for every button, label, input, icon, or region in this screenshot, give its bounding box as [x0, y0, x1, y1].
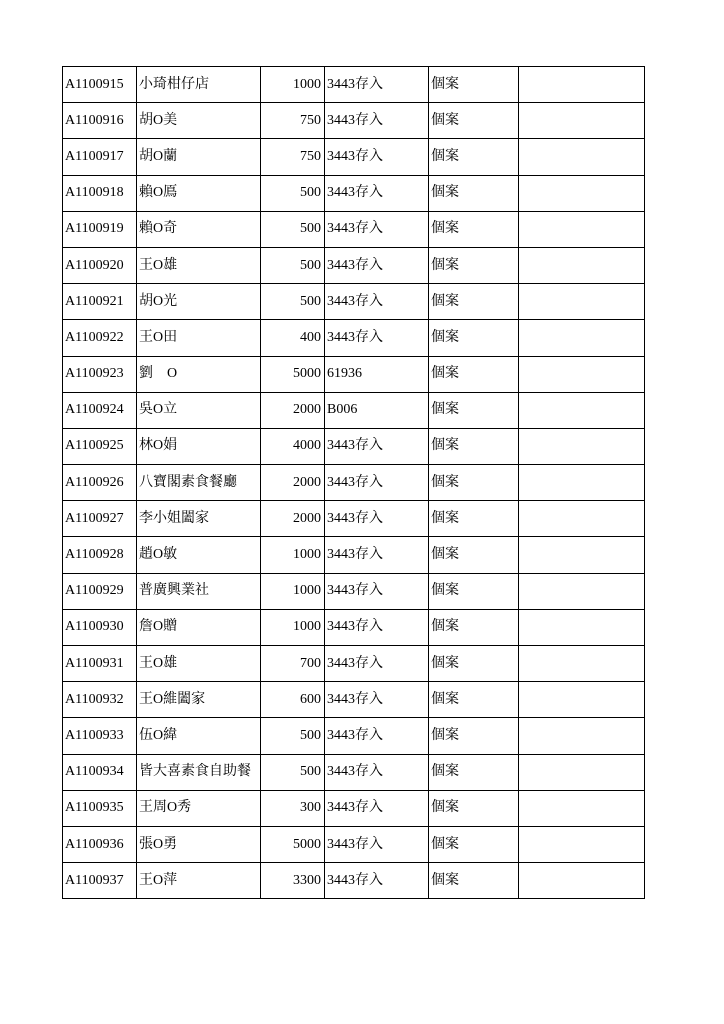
amount-cell: 500: [261, 175, 325, 211]
amount-cell: 4000: [261, 428, 325, 464]
account-cell: B006: [325, 392, 429, 428]
amount-cell: 700: [261, 646, 325, 682]
note-cell: [519, 103, 645, 139]
donor-name-cell: 王O維闔家: [137, 682, 261, 718]
note-cell: [519, 754, 645, 790]
category-cell: 個案: [429, 501, 519, 537]
donor-name-cell: 詹O贈: [137, 609, 261, 645]
receipt-id-cell: A1100922: [63, 320, 137, 356]
table-row: [63, 428, 645, 464]
donor-name-cell: 李小姐闔家: [137, 501, 261, 537]
account-cell: 3443存入: [325, 501, 429, 537]
donor-name-cell: 八寶閣素食餐廳: [137, 465, 261, 501]
receipt-id-cell: A1100937: [63, 863, 137, 899]
note-cell: [519, 284, 645, 320]
donor-name-cell: 胡O美: [137, 103, 261, 139]
category-cell: 個案: [429, 67, 519, 103]
note-cell: [519, 139, 645, 175]
amount-cell: 2000: [261, 392, 325, 428]
receipt-id-cell: A1100934: [63, 754, 137, 790]
donor-name-cell: 伍O緯: [137, 718, 261, 754]
table-row: [63, 103, 645, 139]
category-cell: 個案: [429, 682, 519, 718]
receipt-id-cell: A1100921: [63, 284, 137, 320]
table-row: [63, 139, 645, 175]
account-cell: 3443存入: [325, 826, 429, 862]
donor-name-cell: 普廣興業社: [137, 573, 261, 609]
account-cell: 3443存入: [325, 320, 429, 356]
category-cell: 個案: [429, 790, 519, 826]
table-row: [63, 573, 645, 609]
receipt-id-cell: A1100927: [63, 501, 137, 537]
note-cell: [519, 428, 645, 464]
amount-cell: 750: [261, 139, 325, 175]
amount-cell: 400: [261, 320, 325, 356]
table-row: [63, 863, 645, 899]
amount-cell: 750: [261, 103, 325, 139]
amount-cell: 500: [261, 211, 325, 247]
note-cell: [519, 646, 645, 682]
table-row: [63, 754, 645, 790]
receipt-id-cell: A1100926: [63, 465, 137, 501]
note-cell: [519, 863, 645, 899]
donor-name-cell: 王O雄: [137, 247, 261, 283]
account-cell: 61936: [325, 356, 429, 392]
category-cell: 個案: [429, 175, 519, 211]
amount-cell: 600: [261, 682, 325, 718]
ledger-body: [63, 67, 645, 899]
category-cell: 個案: [429, 103, 519, 139]
note-cell: [519, 573, 645, 609]
receipt-id-cell: A1100924: [63, 392, 137, 428]
table-row: [63, 501, 645, 537]
note-cell: [519, 465, 645, 501]
account-cell: 3443存入: [325, 863, 429, 899]
donor-name-cell: 王O田: [137, 320, 261, 356]
note-cell: [519, 501, 645, 537]
donor-name-cell: 吳O立: [137, 392, 261, 428]
amount-cell: 1000: [261, 537, 325, 573]
receipt-id-cell: A1100917: [63, 139, 137, 175]
note-cell: [519, 682, 645, 718]
account-cell: 3443存入: [325, 247, 429, 283]
table-row: [63, 682, 645, 718]
table-row: [63, 284, 645, 320]
donor-name-cell: 胡O蘭: [137, 139, 261, 175]
table-row: [63, 646, 645, 682]
amount-cell: 500: [261, 284, 325, 320]
note-cell: [519, 175, 645, 211]
receipt-id-cell: A1100919: [63, 211, 137, 247]
note-cell: [519, 790, 645, 826]
note-cell: [519, 826, 645, 862]
donor-name-cell: 皆大喜素食自助餐: [137, 754, 261, 790]
table-row: [63, 465, 645, 501]
account-cell: 3443存入: [325, 790, 429, 826]
table-row: [63, 67, 645, 103]
account-cell: 3443存入: [325, 682, 429, 718]
category-cell: 個案: [429, 537, 519, 573]
account-cell: 3443存入: [325, 646, 429, 682]
table-row: [63, 356, 645, 392]
receipt-id-cell: A1100916: [63, 103, 137, 139]
table-row: [63, 609, 645, 645]
receipt-id-cell: A1100918: [63, 175, 137, 211]
amount-cell: 1000: [261, 573, 325, 609]
note-cell: [519, 537, 645, 573]
table-row: [63, 826, 645, 862]
receipt-id-cell: A1100930: [63, 609, 137, 645]
donor-name-cell: 胡O光: [137, 284, 261, 320]
donation-ledger-table: [62, 66, 645, 899]
note-cell: [519, 247, 645, 283]
category-cell: 個案: [429, 465, 519, 501]
table-row: [63, 211, 645, 247]
donor-name-cell: 趙O敏: [137, 537, 261, 573]
amount-cell: 5000: [261, 356, 325, 392]
receipt-id-cell: A1100931: [63, 646, 137, 682]
category-cell: 個案: [429, 139, 519, 175]
receipt-id-cell: A1100915: [63, 67, 137, 103]
category-cell: 個案: [429, 863, 519, 899]
account-cell: 3443存入: [325, 175, 429, 211]
table-row: [63, 537, 645, 573]
amount-cell: 2000: [261, 501, 325, 537]
donor-name-cell: 林O娟: [137, 428, 261, 464]
donor-name-cell: 王O雄: [137, 646, 261, 682]
table-row: [63, 392, 645, 428]
note-cell: [519, 356, 645, 392]
table-row: [63, 247, 645, 283]
amount-cell: 500: [261, 718, 325, 754]
category-cell: 個案: [429, 718, 519, 754]
account-cell: 3443存入: [325, 67, 429, 103]
account-cell: 3443存入: [325, 284, 429, 320]
note-cell: [519, 320, 645, 356]
note-cell: [519, 609, 645, 645]
account-cell: 3443存入: [325, 211, 429, 247]
account-cell: 3443存入: [325, 609, 429, 645]
amount-cell: 1000: [261, 67, 325, 103]
donor-name-cell: 王O萍: [137, 863, 261, 899]
account-cell: 3443存入: [325, 573, 429, 609]
category-cell: 個案: [429, 573, 519, 609]
category-cell: 個案: [429, 320, 519, 356]
account-cell: 3443存入: [325, 428, 429, 464]
receipt-id-cell: A1100936: [63, 826, 137, 862]
donor-name-cell: 張O勇: [137, 826, 261, 862]
category-cell: 個案: [429, 392, 519, 428]
table-row: [63, 790, 645, 826]
table-row: [63, 718, 645, 754]
amount-cell: 2000: [261, 465, 325, 501]
category-cell: 個案: [429, 609, 519, 645]
donor-name-cell: 賴O鳫: [137, 175, 261, 211]
donor-name-cell: 小琦柑仔店: [137, 67, 261, 103]
account-cell: 3443存入: [325, 139, 429, 175]
receipt-id-cell: A1100935: [63, 790, 137, 826]
account-cell: 3443存入: [325, 754, 429, 790]
category-cell: 個案: [429, 356, 519, 392]
donor-name-cell: 王周O秀: [137, 790, 261, 826]
receipt-id-cell: A1100933: [63, 718, 137, 754]
amount-cell: 5000: [261, 826, 325, 862]
account-cell: 3443存入: [325, 718, 429, 754]
table-row: [63, 175, 645, 211]
amount-cell: 300: [261, 790, 325, 826]
category-cell: 個案: [429, 247, 519, 283]
receipt-id-cell: A1100928: [63, 537, 137, 573]
donor-name-cell: 劉 O: [137, 356, 261, 392]
donor-name-cell: 賴O奇: [137, 211, 261, 247]
category-cell: 個案: [429, 211, 519, 247]
receipt-id-cell: A1100929: [63, 573, 137, 609]
receipt-id-cell: A1100925: [63, 428, 137, 464]
receipt-id-cell: A1100932: [63, 682, 137, 718]
amount-cell: 500: [261, 247, 325, 283]
note-cell: [519, 211, 645, 247]
category-cell: 個案: [429, 754, 519, 790]
note-cell: [519, 392, 645, 428]
category-cell: 個案: [429, 826, 519, 862]
note-cell: [519, 718, 645, 754]
category-cell: 個案: [429, 428, 519, 464]
account-cell: 3443存入: [325, 465, 429, 501]
note-cell: [519, 67, 645, 103]
receipt-id-cell: A1100923: [63, 356, 137, 392]
amount-cell: 3300: [261, 863, 325, 899]
category-cell: 個案: [429, 284, 519, 320]
account-cell: 3443存入: [325, 537, 429, 573]
table-row: [63, 320, 645, 356]
category-cell: 個案: [429, 646, 519, 682]
amount-cell: 1000: [261, 609, 325, 645]
account-cell: 3443存入: [325, 103, 429, 139]
amount-cell: 500: [261, 754, 325, 790]
receipt-id-cell: A1100920: [63, 247, 137, 283]
